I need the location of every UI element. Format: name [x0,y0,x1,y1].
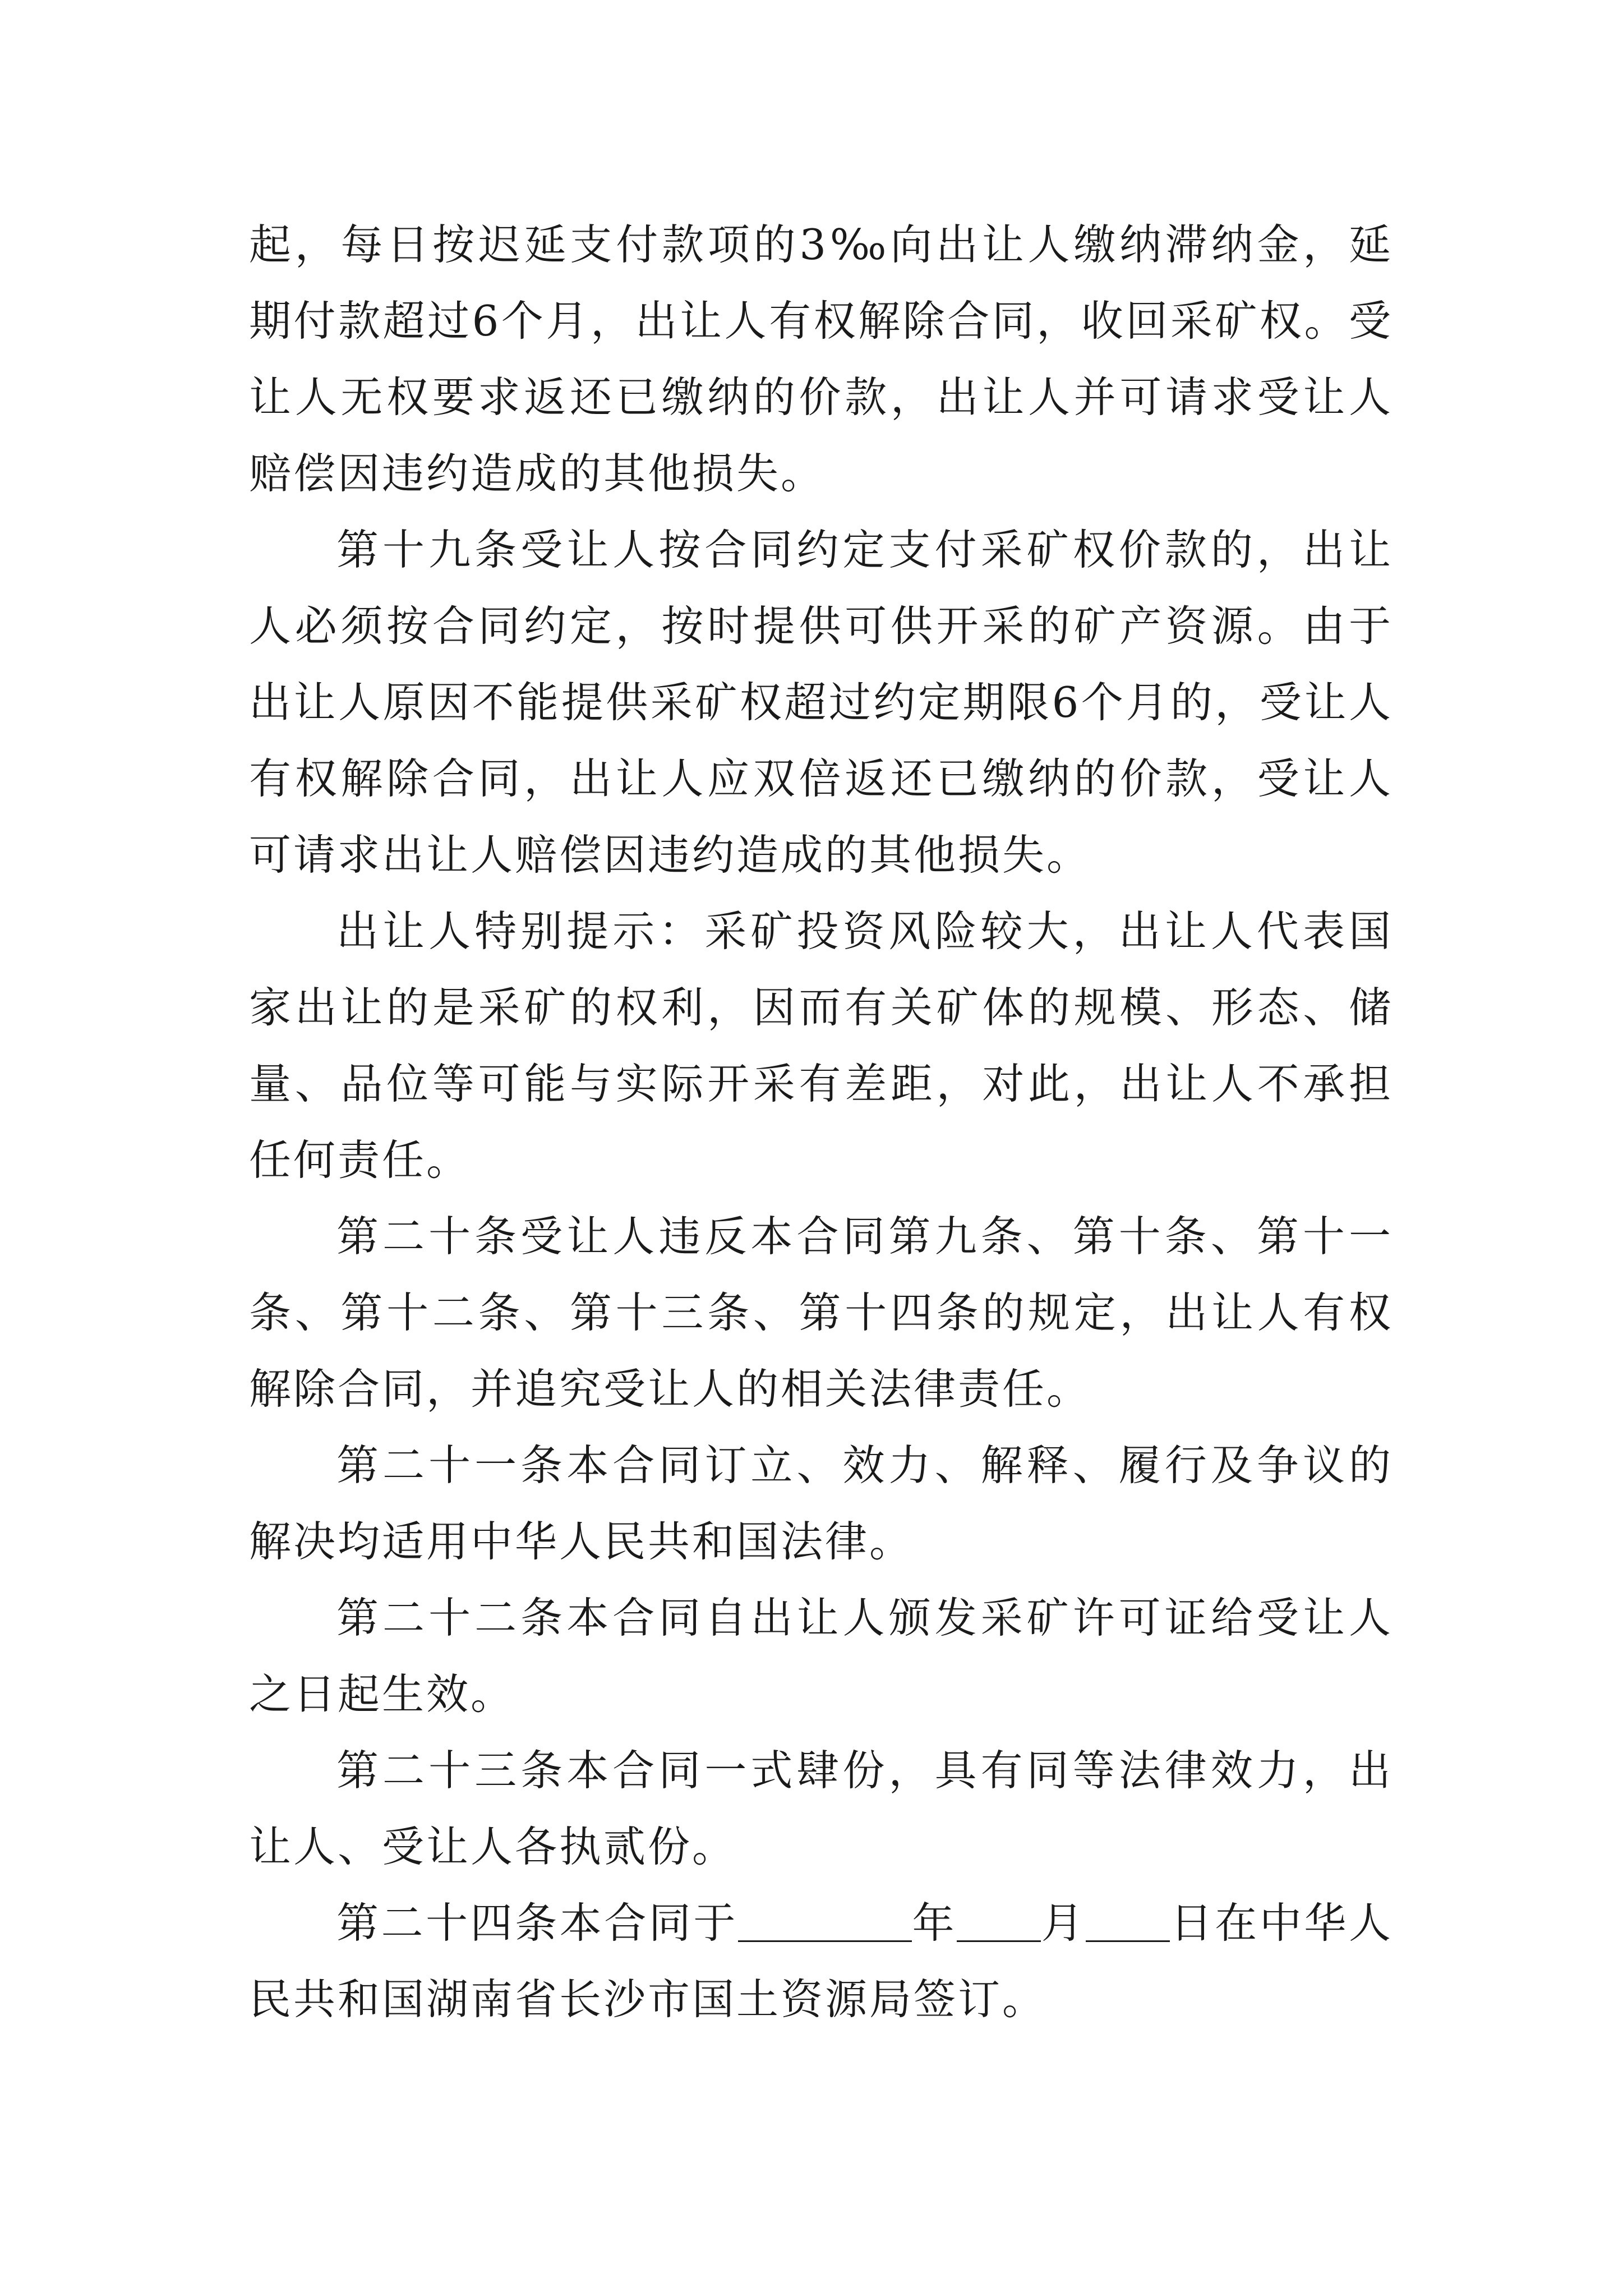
signing-suffix: 日在中华人民共和国湖南省长沙市国土资源局签订。 [249,1898,1393,2024]
month-blank [957,1901,1041,1942]
paragraph-article-19: 第十九条受让人按合同约定支付采矿权价款的，出让人必须按合同约定，按时提供可供开采的矿产资源。由于出让人原因不能提供采矿权超过约定期限6个月的，受让人有权解除合同，出让人应双倍返还已缴纳的价款，受让人可请求出让人赔偿因违约造成的其他损失。 [249,525,1393,880]
paragraph-article-24 [249,1885,1393,2037]
document-body [249,206,1393,2037]
month-label: 月 [1041,1898,1086,1948]
paragraph-special-notice: 出让人特别提示：采矿投资风险较大，出让人代表国家出让的是采矿的权利，因而有关矿体的规模、形态、储量、品位等可能与实际开采有差距，对此，出让人不承担任何责任。 [249,907,1393,1185]
paragraph-late-payment: 起，每日按迟延支付款项的3‰向出让人缴纳滞纳金，延期付款超过6个月，出让人有权解除合同，收回采矿权。受让人无权要求返还已缴纳的价款，出让人并可请求受让人赔偿因违约造成的其他损失。 [249,220,1393,498]
paragraph-article-21: 第二十一条本合同订立、效力、解释、履行及争议的解决均适用中华人民共和国法律。 [249,1441,1393,1566]
paragraph-article-23: 第二十三条本合同一式肆份，具有同等法律效力，出让人、受让人各执贰份。 [249,1746,1393,1871]
year-label: 年 [911,1898,957,1948]
day-blank [1086,1901,1170,1942]
signing-prefix: 第二十四条本合同于 [336,1898,738,1948]
year-blank [738,1901,912,1942]
paragraph-article-20: 第二十条受让人违反本合同第九条、第十条、第十一条、第十二条、第十三条、第十四条的规定，出让人有权解除合同，并追究受让人的相关法律责任。 [249,1212,1393,1414]
paragraph-article-22: 第二十二条本合同自出让人颁发采矿许可证给受让人之日起生效。 [249,1593,1393,1719]
